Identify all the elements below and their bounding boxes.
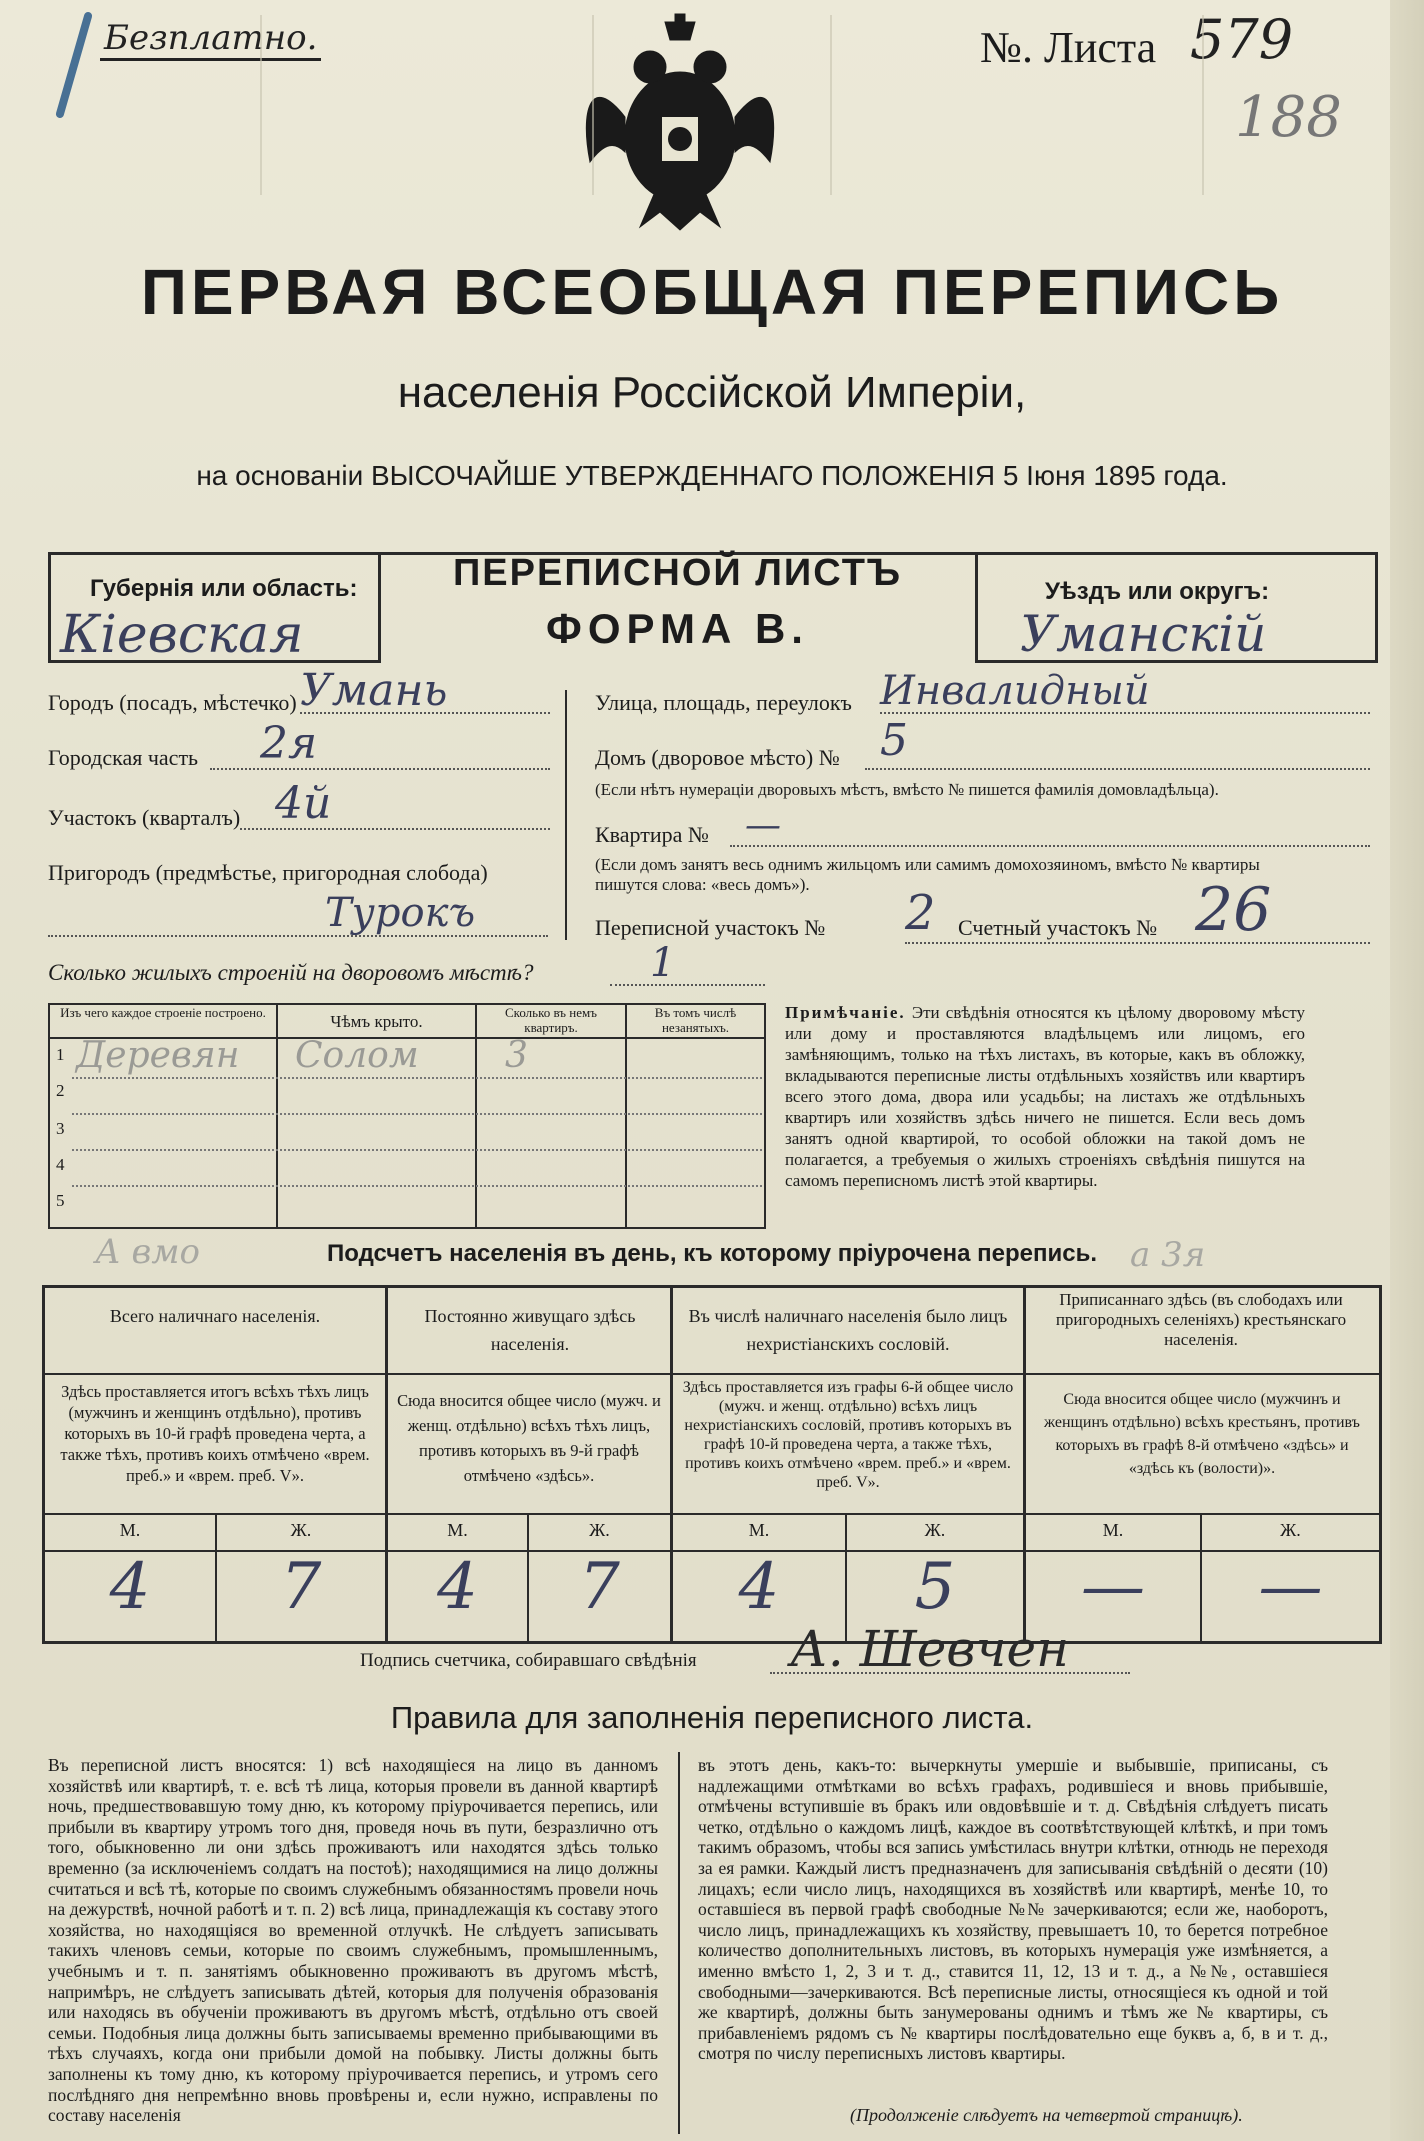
row-material: Деревян <box>76 1035 240 1076</box>
counts-head-non-christian: Въ числѣ наличнаго населенія было лицъ нехристіанскихъ сословій. <box>688 1306 1008 1354</box>
row-number: 2 <box>56 1081 65 1100</box>
rule <box>565 690 567 940</box>
dotted-line <box>880 712 1370 714</box>
gubernia-value: Кіевская <box>60 605 304 665</box>
kvartira-note: (Если домъ занятъ весь однимъ жильцомъ или самимъ домохозяиномъ, вмѣсто № квартиры пишутся слова: «весь домъ»). <box>595 855 1260 894</box>
buildings-header-roof: Чѣмъ крыто. <box>330 1012 423 1031</box>
uezd-value: Уманскій <box>1020 605 1267 663</box>
rules-right-column: въ этотъ день, какъ-то: вычеркнуты умершіе и выбывшіе, приписаны, съ надлежащими отмѣтками во всѣхъ графахъ, родившіеся и вновь прибывшіе, отмѣчены вступившіе въ бракъ или овдовѣвшіе и т. д. Свѣдѣнія слѣдуетъ писать четко, отдѣльно о каждомъ лицѣ, каждое въ соотвѣтствующей клѣткѣ, и при томъ такимъ образомъ, чтобы вся запись умѣстилась внутри клѣтки, отнюдь не переходя за ея рамки. Каждый листъ предназначенъ для записыванія свѣдѣній о десяти (10) лицахъ; если число лицъ, находящихся въ хозяйствѣ или квартирѣ, менѣе 10, то оставшіеся въ первой графѣ свободные №№ зачеркиваются; если же, наоборотъ, число лицъ, принадлежащихъ къ хозяйству, превышаетъ 10, то берется потребное количество дополнительныхъ листовъ, въ которыхъ нумерація уже измѣняется, а именно вмѣсто 1, 2, 3 и т. д., ставится 11, 12, 13 и т. д., а №№, оставшіеся свободными—зачеркиваются. Всѣ переписные листы, относящіеся къ одной и той же квартирѣ, должны быть занумерованы однимъ и тѣмъ же № квартиры, съ прибавленіемъ рядомъ съ № квартиры послѣдовательно еще буквъ а, б, в и т. д., смотря по числу переписныхъ листовъ квартиры. <box>698 1755 1328 2064</box>
street-value: Инвалидный <box>880 668 1150 714</box>
buildings-question: Сколько жилыхъ строеній на дворовомъ мѣстѣ? <box>48 960 534 985</box>
city-part-value: 2я <box>260 718 318 769</box>
dom-label: Домъ (дворовое мѣсто) № <box>595 745 840 770</box>
counts-desc-non-christian: Здѣсь проставляется изъ графы 6-й общее число (мужч. и женщ. отдѣльно) всѣхъ лицъ нехристіанскихъ сословій, противъ которыхъ въ графѣ 10-й проведена черта, а также тѣхъ, противъ коихъ отмѣчено «врем. преб.» и «врем. преб. V». <box>682 1379 1014 1491</box>
count-non-christian-f: 5 <box>914 1550 956 1624</box>
count-peasant-m: — <box>1081 1550 1145 1624</box>
dotted-line <box>300 712 550 714</box>
prigorod-label: Пригородъ (предмѣстье, пригородная слобода) <box>48 860 488 885</box>
row-number: 1 <box>56 1045 65 1064</box>
prigorod-value: Турокъ <box>325 890 476 936</box>
uchastok-label: Участокъ (кварталъ) <box>48 805 241 830</box>
m-label: М. <box>748 1520 770 1540</box>
uchastok-value: 4й <box>275 778 332 829</box>
row-number: 4 <box>56 1155 65 1174</box>
m-label: М. <box>1102 1520 1124 1540</box>
buildings-header-vacant: Въ томъ числѣ незанятыхъ. <box>654 1005 737 1035</box>
form-type: ФОРМА В. <box>546 605 809 652</box>
f-label: Ж. <box>924 1520 946 1540</box>
counts-desc-total: Здѣсь проставляется итогъ всѣхъ тѣхъ лицъ (мужчинъ и женщинъ отдѣльно), противъ которыхъ въ 10-й графѣ проведена черта, а также тѣхъ, противъ коихъ отмѣчено «врем. преб.» и «врем. преб. V». <box>60 1382 370 1485</box>
kvartira-value: — <box>745 805 781 846</box>
counts-head-total: Всего наличнаго населенія. <box>109 1306 321 1326</box>
note-head: Примѣчаніе. <box>785 1003 906 1022</box>
pencil-mark-right: а 3я <box>1130 1235 1206 1275</box>
row-number: 3 <box>56 1119 65 1138</box>
rule <box>48 552 51 662</box>
counts-head-permanent: Постоянно живущаго здѣсь населенія. <box>424 1306 636 1354</box>
form-title: ПЕРЕПИСНОЙ ЛИСТЪ <box>452 552 903 594</box>
pencil-mark-left: А вмо <box>95 1232 201 1272</box>
dotted-line <box>48 935 548 937</box>
row-number: 5 <box>56 1191 65 1210</box>
title-basis: на основаніи ВЫСОЧАЙШЕ УТВЕРЖДЕННАГО ПОЛОЖЕНІЯ 5 Іюня 1895 года. <box>196 460 1228 491</box>
double-headed-eagle-icon <box>580 12 780 232</box>
signature-value: А. Шевчен <box>790 1620 1070 1678</box>
count-permanent-f: 7 <box>579 1550 620 1624</box>
f-label: Ж. <box>589 1520 610 1540</box>
perepisnoi-label: Переписной участокъ № <box>595 915 826 940</box>
sheet-number-value: 579 <box>1190 8 1294 71</box>
counts-title: Подсчетъ населенія въ день, къ которому пріурочена перепись. <box>327 1240 1097 1267</box>
signature-label: Подпись счетчика, собиравшаго свѣдѣнія <box>360 1650 697 1671</box>
buildings-table <box>48 1003 766 1229</box>
buildings-answer: 1 <box>650 940 676 986</box>
buildings-header-material: Изъ чего каждое строеніе построено. <box>60 1005 266 1020</box>
dotted-line <box>730 845 1370 847</box>
dotted-line <box>770 1672 1130 1674</box>
street-label: Улица, площадь, переулокъ <box>595 690 852 715</box>
count-permanent-m: 4 <box>437 1550 478 1624</box>
count-total-m: 4 <box>109 1550 151 1624</box>
title-main: ПЕРВАЯ ВСЕОБЩАЯ ПЕРЕПИСЬ <box>140 256 1284 328</box>
count-total-f: 7 <box>280 1550 322 1624</box>
dom-note: (Если нѣтъ нумераціи дворовыхъ мѣстъ, вмѣсто № пишется фамилія домовладѣльца). <box>595 780 1219 799</box>
rules-continued: (Продолженіе слѣдуетъ на четвертой страницѣ). <box>850 2105 1243 2125</box>
perepisnoi-value: 2 <box>905 885 936 941</box>
dotted-line <box>210 768 550 770</box>
row-roof: Солом <box>295 1035 419 1076</box>
f-label: Ж. <box>290 1520 312 1540</box>
city-value: Умань <box>300 665 448 716</box>
sheet-number-label: №. Листа <box>980 23 1157 72</box>
margin-edge <box>1390 0 1424 2141</box>
schetny-value: 26 <box>1195 875 1272 945</box>
rule <box>1375 552 1378 662</box>
count-non-christian-m: 4 <box>738 1550 780 1624</box>
rules-title: Правила для заполненія переписного листа. <box>390 1700 1034 1735</box>
schetny-label: Счетный участокъ № <box>958 915 1158 940</box>
bleed-through-lines <box>830 15 1204 195</box>
counts-desc-permanent: Сюда вносится общее число (мужч. и женщ. отдѣльно) всѣхъ тѣхъ лицъ, противъ которыхъ въ 9-й графѣ отмѣчено «здѣсь». <box>397 1391 661 1485</box>
sheet-number-pencil: 188 <box>1235 85 1342 150</box>
rules-left-column: Въ переписной листъ вносятся: 1) всѣ находящіеся на лицо въ данномъ хозяйствѣ или квартирѣ, т. е. всѣ тѣ лица, которыя провели въ данной квартирѣ ночь, предшествовавшую тому дню, къ которому пріурочивается перепись, или прибыли въ квартиру утромъ того дня, проведя ночь въ пути, безразлично отъ того, обыкновенно ли они здѣсь проживаютъ или находятся здѣсь только временно (за исключеніемъ солдатъ на постоѣ); находящимися на лицо должны считаться и всѣ тѣ, которые по своимъ служебнымъ обязанностямъ провели ночь на дежурствѣ, ночной работѣ и т. п. 2) всѣ лица, принадлежащія къ составу этого хозяйства, но находящіяся во временной отлучкѣ. Не слѣдуетъ записывать такихъ членовъ семьи, которые по своимъ служебнымъ, промышленнымъ, учебнымъ и т. п. занятіямъ обыкновенно проживаютъ въ другомъ мѣстѣ, напримѣръ, не слѣдуетъ записывать дѣтей, которыя для полученія образованія или находясь въ обученіи проживаютъ въ другомъ мѣстѣ, отдѣльно отъ своей семьи. Подобныя лица должны быть записываемы временно прибывающими въ тѣхъ случаяхъ, когда они прибыли домой на побывку. Листы должны быть заполнены къ тому дню, къ которому пріурочивается перепись, и утромъ сего послѣдняго дня непремѣнно вновь провѣрены и, если нужно, исправлены по составу населенія <box>48 1755 658 2125</box>
dotted-line <box>905 942 1370 944</box>
uezd-label: Уѣздъ или округъ: <box>1045 578 1270 605</box>
free-stamp: Безплатно. <box>100 18 321 61</box>
buildings-header-apartments: Сколько въ немъ квартиръ. <box>505 1005 597 1035</box>
rule <box>975 552 978 662</box>
counts-table <box>42 1285 1382 1644</box>
dom-value: 5 <box>880 715 908 766</box>
counts-head-peasant: Приписаннаго здѣсь (въ слободахъ или пригородныхъ селеніяхъ) крестьянскаго населенія. <box>1055 1290 1347 1349</box>
dotted-line <box>240 828 550 830</box>
title-sub: населенія Россійской Имперіи, <box>397 368 1027 417</box>
city-part-label: Городская часть <box>48 745 199 770</box>
note-body: Эти свѣдѣнія относятся къ цѣлому дворовому мѣсту или дому и проставляются владѣльцемъ или лицомъ, его замѣняющимъ, только на тѣхъ листахъ, въ которые, какъ въ обложку, вкладываются переписные листы отдѣльныхъ хозяйствъ или квартиръ всего этого дома, двора или усадьбы; на листахъ же отдѣльныхъ квартиръ или хозяйствъ здѣсь ничего не пишется. Если весь домъ занятъ одной квартирой, то особой обложки на такой домъ не полагается, а требуемыя о жилыхъ строеніяхъ свѣдѣнія пишутся на самомъ переписномъ листѣ этой квартиры. <box>785 1003 1306 1190</box>
bleed-through-lines <box>260 15 594 195</box>
gubernia-label: Губернія или область: <box>90 575 358 602</box>
city-label: Городъ (посадъ, мѣстечко) <box>48 690 297 715</box>
ink-slash <box>55 11 93 119</box>
buildings-note <box>785 1002 1305 1191</box>
row-apartments: 3 <box>505 1035 528 1076</box>
counts-desc-peasant: Сюда вносится общее число (мужчинъ и женщинъ отдѣльно) всѣхъ крестьянъ, противъ которыхъ въ графѣ 8-й отмѣчено «здѣсь» и «здѣсь къ (волости)». <box>1044 1391 1360 1477</box>
m-label: М. <box>119 1520 141 1540</box>
dotted-line <box>865 768 1370 770</box>
dotted-line <box>610 984 765 986</box>
count-peasant-f: — <box>1258 1550 1323 1624</box>
kvartira-label: Квартира № <box>595 822 709 847</box>
m-label: М. <box>447 1520 468 1540</box>
rule <box>678 1752 680 2134</box>
f-label: Ж. <box>1280 1520 1301 1540</box>
